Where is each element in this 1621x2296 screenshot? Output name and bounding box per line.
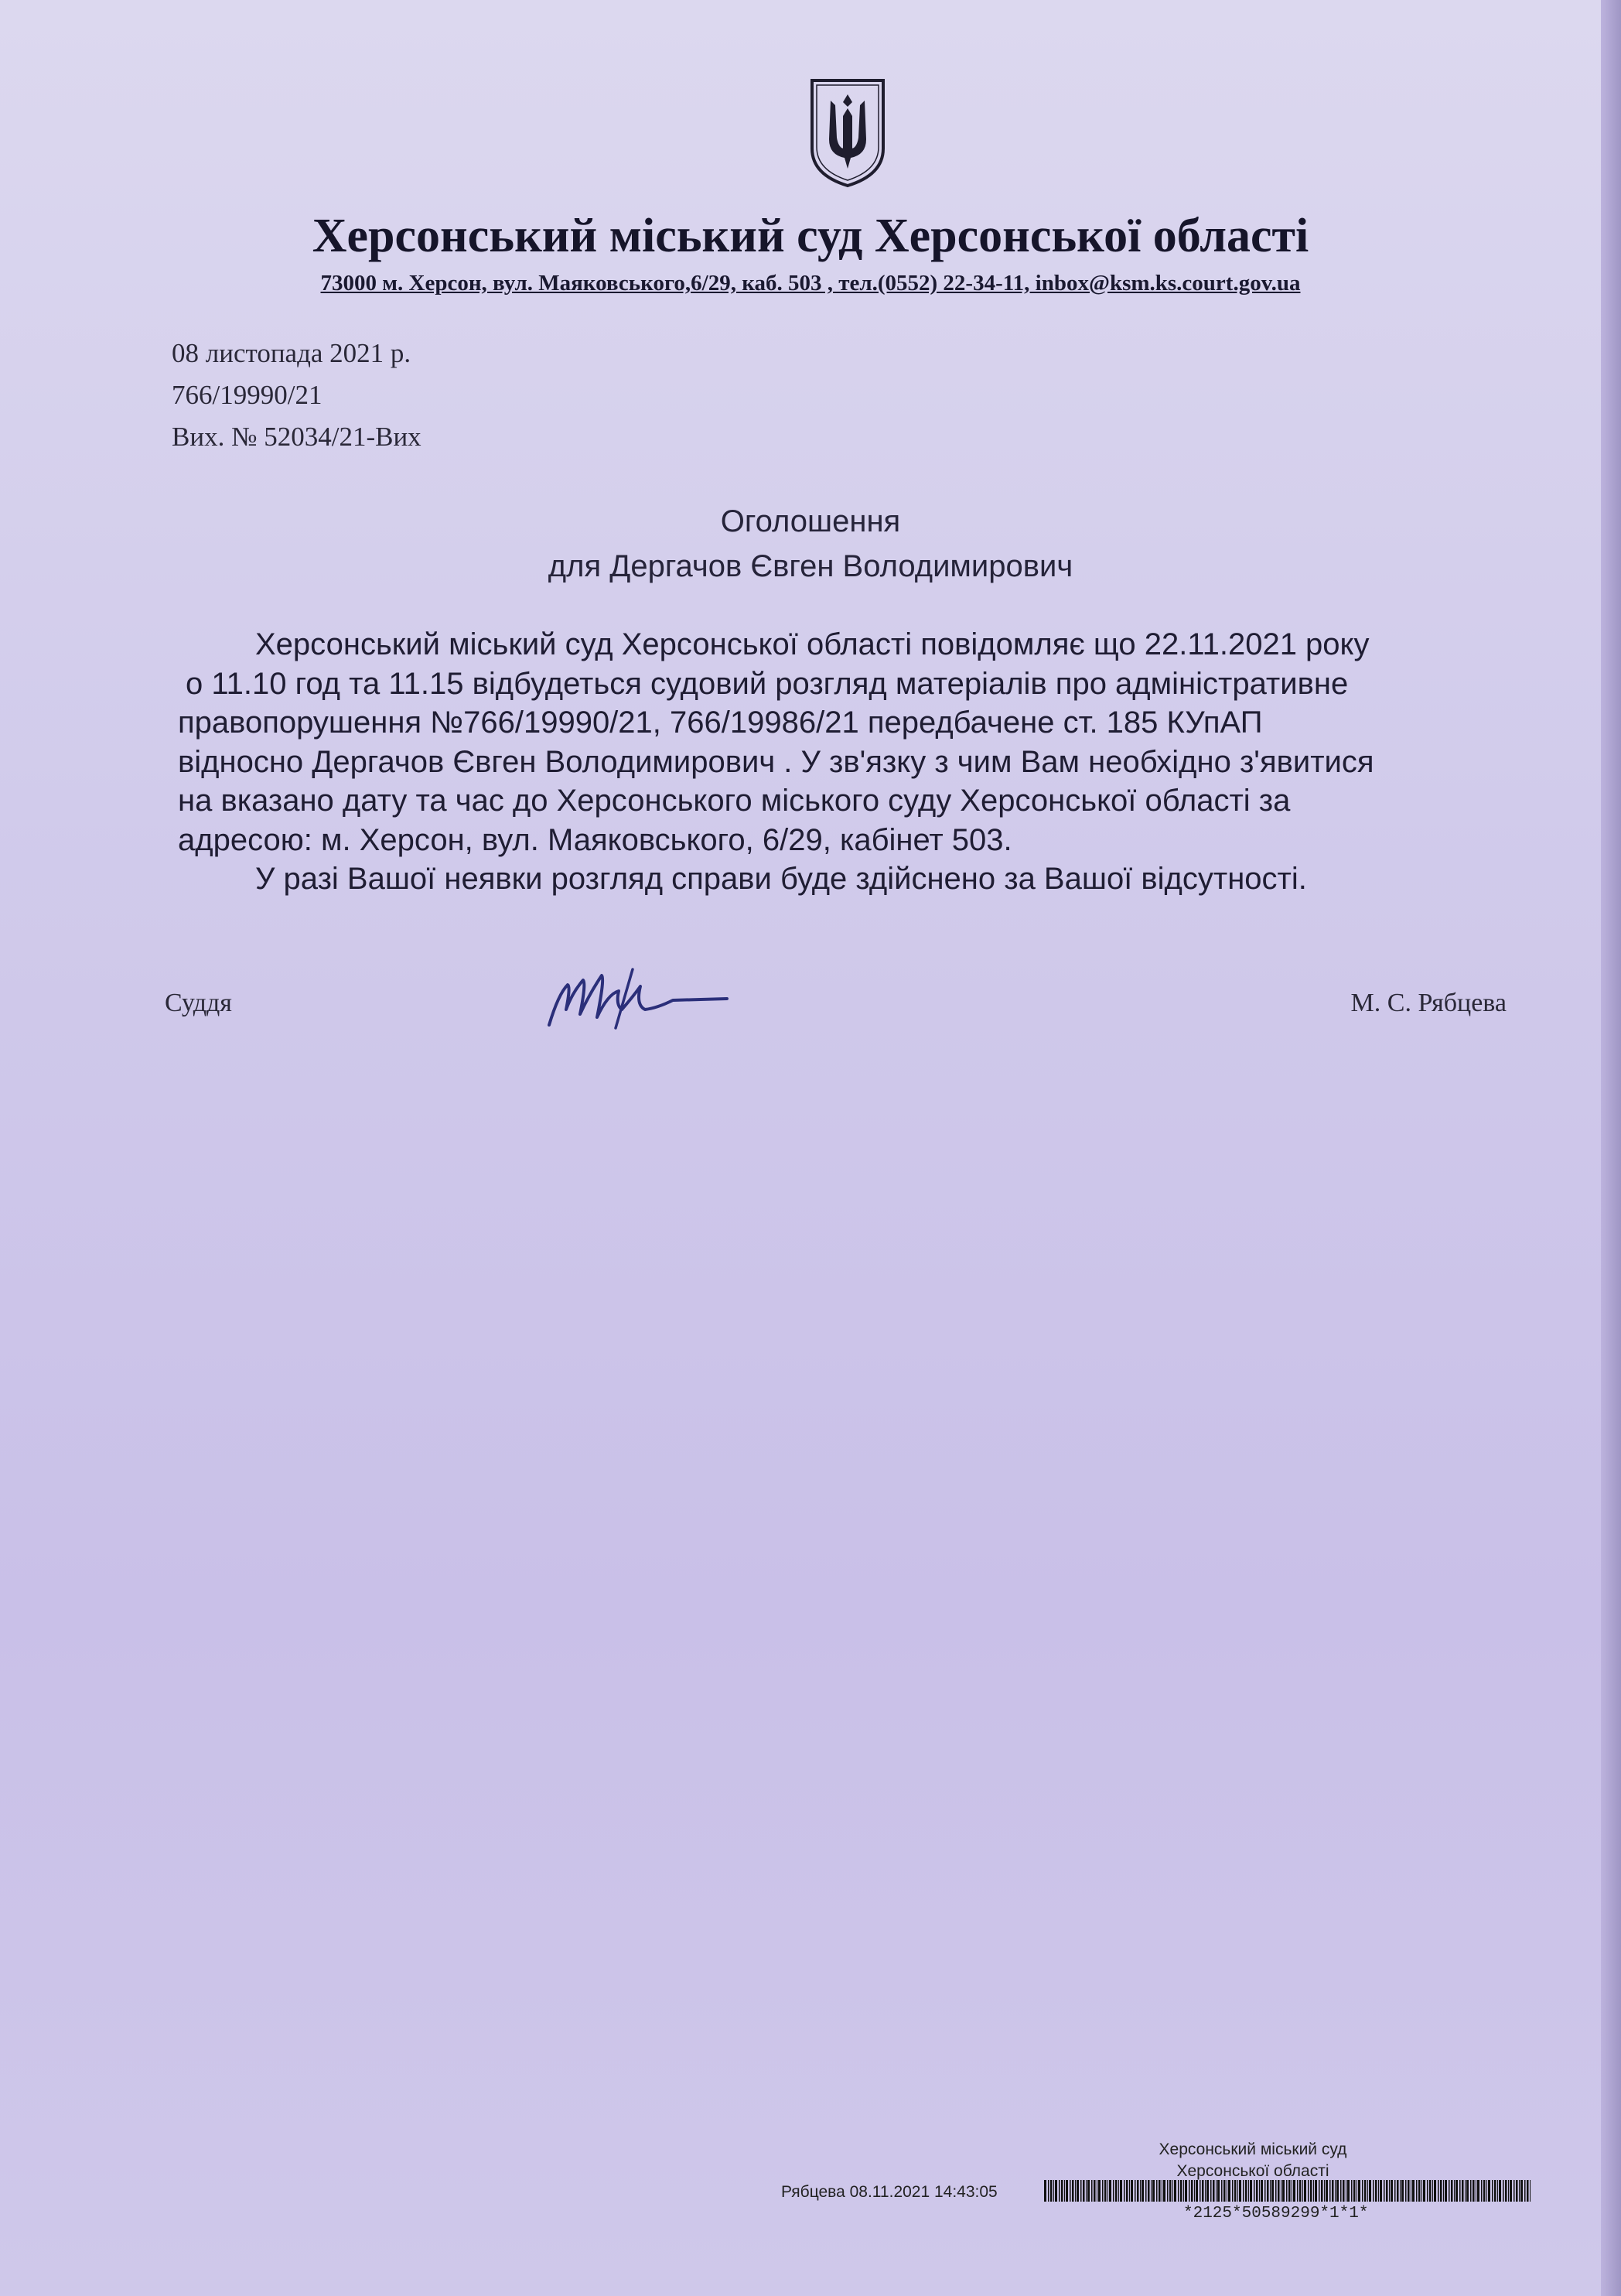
case-number: 766/19990/21 — [172, 380, 322, 410]
body-line: правопорушення №766/19990/21, 766/19986/21 передбачене ст. 185 КУпАП — [178, 706, 1263, 740]
announcement-body — [178, 625, 1539, 899]
announcement-heading — [0, 499, 1621, 589]
body-line: Херсонський міський суд Херсонської області повідомляє що 22.11.2021 року — [255, 627, 1370, 661]
announcement-recipient: для Дергачов Євген Володимирович — [548, 549, 1073, 583]
stamp-code: *2125*50589299*1*1* — [1183, 2205, 1369, 2223]
announcement-title: Оголошення — [720, 504, 901, 538]
stamp-org-line: Херсонський міський суд — [1159, 2141, 1347, 2158]
stamp-organization — [1137, 2139, 1369, 2182]
court-address: 73000 м. Херсон, вул. Маяковського,6/29, каб. 503 , тел.(0552) 22-34-11, inbox@ksm.ks.court.gov.ua — [320, 271, 1301, 296]
document-meta — [172, 333, 421, 458]
closing-line: У разі Вашої неявки розгляд справи буде здійснено за Вашої відсутності. — [255, 862, 1307, 896]
stamp-signed-info: Рябцева 08.11.2021 14:43:05 — [781, 2183, 998, 2201]
handwritten-signature — [541, 963, 735, 1033]
judge-label: Суддя — [165, 989, 232, 1017]
body-line: о 11.10 год та 11.15 відбудеться судовий розгляд матеріалів про адміністративне — [186, 666, 1349, 701]
body-line: на вказано дату та час до Херсонського міського суду Херсонської області за — [178, 784, 1291, 818]
body-line: адресою: м. Херсон, вул. Маяковського, 6/29, кабінет 503. — [178, 822, 1012, 857]
document-date: 08 листопада 2021 р. — [172, 338, 411, 368]
trident-emblem-icon — [809, 77, 886, 189]
body-line: відносно Дергачов Євген Володимирович . У зв'язку з чим Вам необхідно з'явитися — [178, 744, 1374, 779]
court-name: Херсонський міський суд Херсонської області — [312, 210, 1309, 262]
outgoing-number: Вих. № 52034/21-Вих — [172, 422, 421, 452]
stamp-org-line: Херсонської області — [1176, 2162, 1329, 2180]
barcode — [1044, 2180, 1531, 2202]
page-edge — [1601, 0, 1621, 2296]
judge-name: М. С. Рябцева — [1350, 989, 1507, 1017]
